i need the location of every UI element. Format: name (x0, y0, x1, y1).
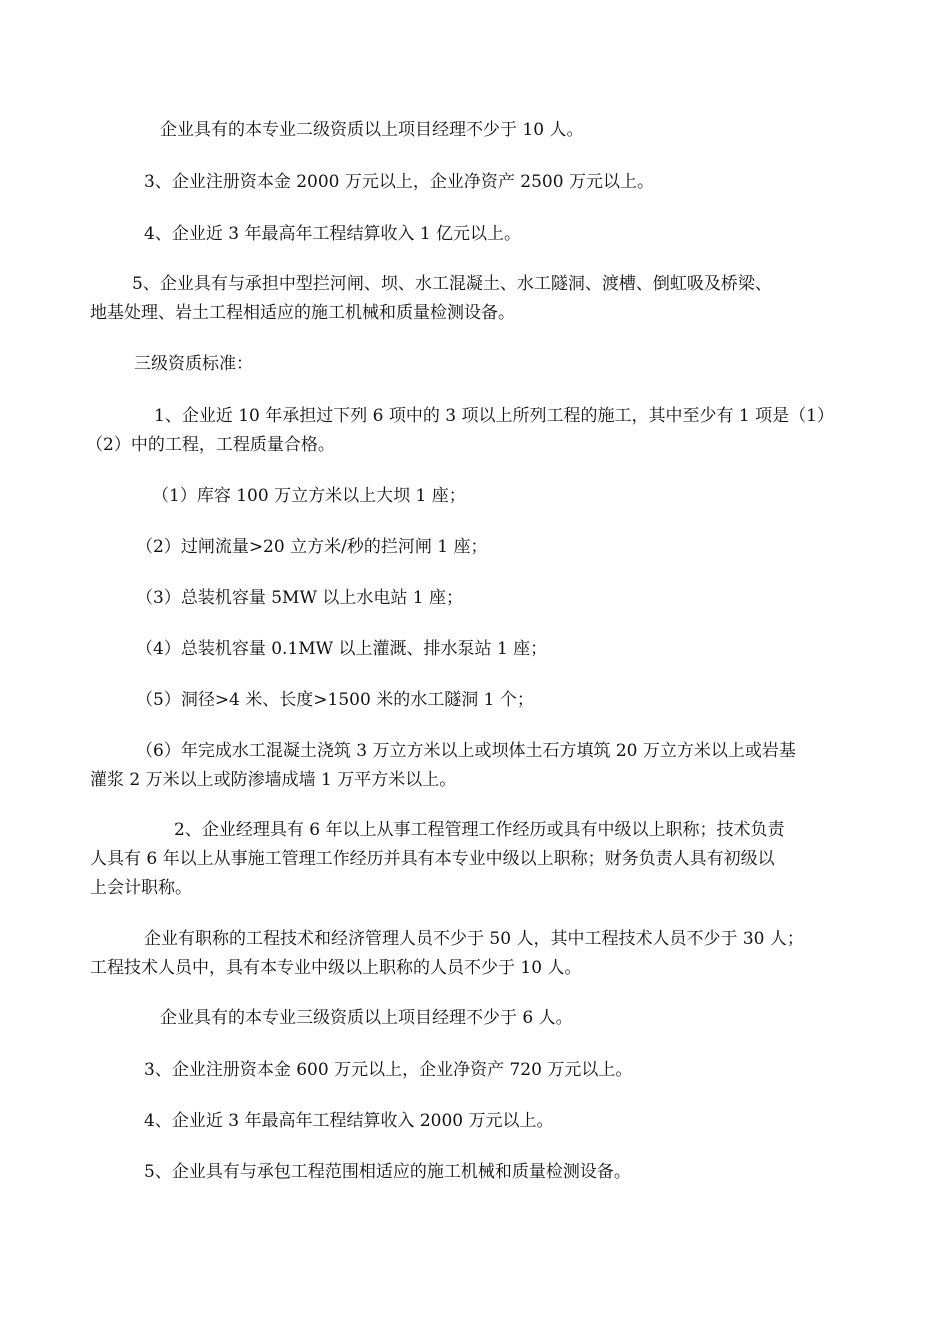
text-line: 4、企业近 3 年最高年工程结算收入 1 亿元以上。 (144, 224, 522, 244)
list-item-4 (90, 635, 870, 664)
text-line: （4）总装机容量 0.1MW 以上灌溉、排水泵站 1 座； (136, 639, 548, 659)
list-item-6 (90, 737, 870, 795)
text-line: 企业具有的本专业三级资质以上项目经理不少于 6 人。 (160, 1008, 573, 1028)
paragraph-level3-project-history (86, 402, 870, 460)
text-line: 2、企业经理具有 6 年以上从事工程管理工作经历或具有中级以上职称；技术负责 (174, 820, 785, 840)
paragraph-level3-equipment (90, 1158, 870, 1187)
text-line: （2）中的工程，工程质量合格。 (86, 435, 335, 455)
text-line: 企业具有的本专业二级资质以上项目经理不少于 10 人。 (160, 120, 584, 140)
paragraph-level2-pm-count (90, 116, 870, 145)
list-item-1 (90, 482, 870, 511)
paragraph-level3-pm-count (90, 1004, 870, 1033)
list-item-2 (90, 533, 870, 562)
paragraph-level2-revenue (90, 220, 870, 249)
text-line: 3、企业注册资本金 600 万元以上，企业净资产 720 万元以上。 (144, 1060, 633, 1080)
text-line: 人具有 6 年以上从事施工管理工作经历并具有本专业中级以上职称；财务负责人具有初级以 (90, 849, 775, 869)
text-line: 企业有职称的工程技术和经济管理人员不少于 50 人，其中工程技术人员不少于 30 人； (144, 929, 804, 949)
text-line: （3）总装机容量 5MW 以上水电站 1 座； (136, 588, 463, 608)
section-heading-level3 (90, 350, 870, 379)
paragraph-level2-capital (90, 168, 870, 197)
text-line: 工程技术人员中，具有本专业中级以上职称的人员不少于 10 人。 (90, 958, 582, 978)
text-line: 3、企业注册资本金 2000 万元以上，企业净资产 2500 万元以上。 (144, 172, 654, 192)
paragraph-level3-revenue (90, 1107, 870, 1136)
text-line: 灌浆 2 万米以上或防渗墙成墙 1 万平方米以上。 (90, 770, 457, 790)
text-line: 三级资质标准： (134, 354, 253, 374)
text-line: （6）年完成水工混凝土浇筑 3 万立方米以上或坝体土石方填筑 20 万立方米以上或岩基 (136, 741, 796, 761)
paragraph-level3-staff (90, 925, 870, 983)
text-line: （1）库容 100 万立方米以上大坝 1 座； (152, 486, 466, 506)
text-line: 5、企业具有与承担中型拦河闸、坝、水工混凝土、水工隧洞、渡槽、倒虹吸及桥梁、 (132, 274, 772, 294)
text-line: 上会计职称。 (90, 878, 192, 898)
text-line: （2）过闸流量>20 立方米/秒的拦河闸 1 座； (136, 537, 488, 557)
text-line: 地基处理、岩土工程相适应的施工机械和质量检测设备。 (90, 303, 515, 323)
list-item-5 (90, 686, 870, 715)
list-item-3 (90, 584, 870, 613)
text-line: （5）洞径>4 米、长度>1500 米的水工隧洞 1 个； (136, 690, 534, 710)
text-line: 1、企业近 10 年承担过下列 6 项中的 3 项以上所列工程的施工，其中至少有 1 项是（1） (154, 406, 834, 426)
paragraph-level3-capital (90, 1056, 870, 1085)
paragraph-level2-equipment (90, 270, 870, 328)
text-line: 4、企业近 3 年最高年工程结算收入 2000 万元以上。 (144, 1111, 554, 1131)
text-line: 5、企业具有与承包工程范围相适应的施工机械和质量检测设备。 (144, 1162, 631, 1182)
paragraph-level3-management (90, 816, 870, 903)
